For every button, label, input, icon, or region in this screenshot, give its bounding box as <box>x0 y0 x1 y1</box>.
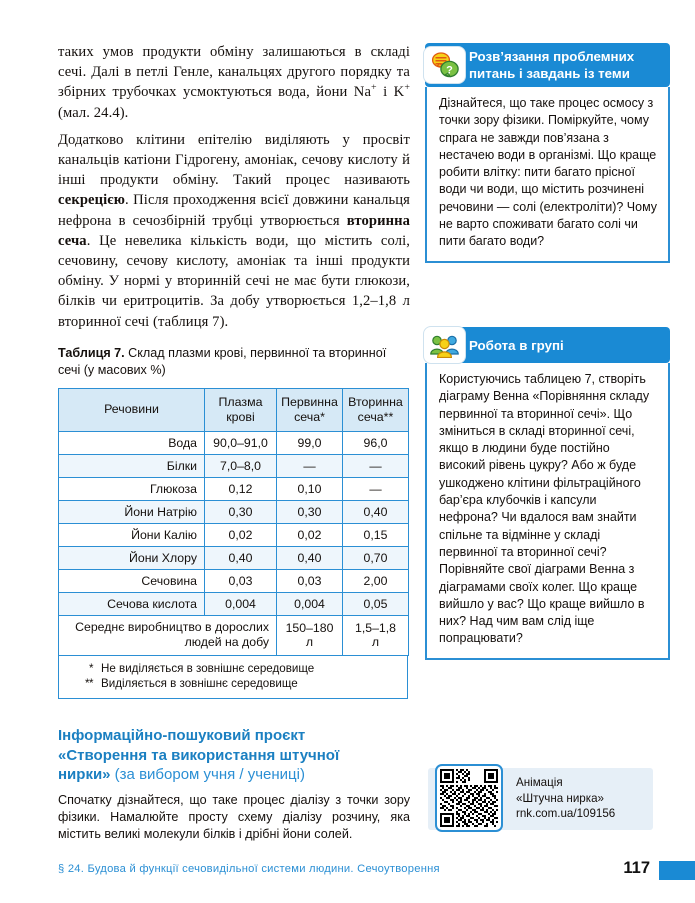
paragraph-1 <box>58 42 410 123</box>
cell-label: Йони Хлору <box>59 546 205 569</box>
footnote-mark: * <box>88 661 93 675</box>
cell-plasma: 0,30 <box>205 500 277 523</box>
project-title-line2: «Створення та використання штучної <box>58 746 340 764</box>
qr-caption-line3: rnk.com.ua/109156 <box>516 807 616 821</box>
group-people-svg <box>429 332 461 358</box>
box-title: Розв’язання проблемних питань і завдань із теми <box>469 49 635 81</box>
project-title-suffix: (за вибором учня / учениці) <box>110 766 305 783</box>
cell-primary: 0,10 <box>277 477 343 500</box>
cell-plasma: 0,12 <box>205 477 277 500</box>
cell-plasma: 0,03 <box>205 569 277 592</box>
table-row <box>59 454 409 477</box>
cell-average-secondary: 1,5–1,8 л <box>343 615 409 655</box>
box-title: Робота в групі <box>469 337 564 353</box>
svg-text:?: ? <box>445 64 453 77</box>
project-section <box>58 726 410 844</box>
footnote-text: Не виділяється в зовнішнє середовище <box>101 661 315 675</box>
th-primary-urine: Первинна сеча* <box>277 388 343 431</box>
table-head <box>59 388 409 431</box>
box-header <box>425 327 670 363</box>
table-caption-text: Склад плазми крові, первинної та вторинної сечі (у масових %) <box>58 345 387 377</box>
cell-primary: 0,30 <box>277 500 343 523</box>
th-plasma: Плазма крові <box>205 388 277 431</box>
paragraph-2-text: Додатково клітини епітелію виділяють у просвіт канальців катіони Гідрогену, амоніак, сечову кислоту й інші продукти обміну. Такий процес називають <box>58 131 410 189</box>
question-bubbles-icon <box>424 47 465 83</box>
table-caption-label: Таблиця 7. <box>58 345 125 360</box>
table-row <box>59 500 409 523</box>
main-text-column <box>58 42 410 699</box>
cell-label: Сечовина <box>59 569 205 592</box>
table-row <box>59 592 409 615</box>
cell-secondary: 2,00 <box>343 569 409 592</box>
paragraph-1-mid: і K <box>376 84 405 101</box>
paragraph-2-tail: . Після проходження всієї довжини канальця нефрона в сечозбірній трубці утворюється <box>58 192 410 229</box>
question-bubbles-svg <box>430 51 460 79</box>
table-row-average <box>59 615 409 655</box>
page-footer <box>0 860 695 890</box>
cell-primary: 0,03 <box>277 569 343 592</box>
table-row <box>59 546 409 569</box>
cell-secondary: 96,0 <box>343 431 409 454</box>
qr-caption-line2: «Штучна нирка» <box>516 791 604 805</box>
sup-plus-k: + <box>404 82 410 94</box>
cell-label: Йони Натрію <box>59 500 205 523</box>
cell-plasma: 0,40 <box>205 546 277 569</box>
paragraph-1-text: таких умов продукти обміну залишаються в складі сечі. Далі в петлі Генле, канальцях другого порядку та збірних трубочках усмоктуються вода, йони Na <box>58 44 410 101</box>
cell-plasma: 90,0–91,0 <box>205 431 277 454</box>
table-row <box>59 431 409 454</box>
paragraph-2-tail2: . Це невелика кількість води, що містить солі, сечовину, сечову кислоту, амоніак та інші продукти обміну. У нормі у вторинній сечі не має бути глюкози, білків чи еритроцитів. За добу утворюється 1,2–1,8 л вторинної сечі (таблиця 7). <box>58 232 410 330</box>
qr-caption <box>516 775 615 822</box>
term-secondary-urine: вторинна сеча <box>58 212 410 249</box>
cell-primary: 0,004 <box>277 592 343 615</box>
box-body: Дізнайтеся, що таке процес осмосу з точки зору фізики. Поміркуйте, чому спрага не завжди пов’язана з нестачею води в організмі. Що краще робити влітку: пити багато прісної води чи води, що містить розчинені речовини — солі (електроліти)? Чому не варто споживати багато солі чи пити багато води? <box>425 87 670 263</box>
cell-secondary: — <box>343 454 409 477</box>
table-row <box>59 569 409 592</box>
th-secondary-urine: Вторинна сеча** <box>343 388 409 431</box>
group-people-icon <box>424 327 465 363</box>
sidebar-box-group-work <box>425 327 670 660</box>
footer-accent-tab <box>659 861 695 880</box>
cell-label: Сечова кислота <box>59 592 205 615</box>
cell-label: Білки <box>59 454 205 477</box>
cell-secondary: 0,40 <box>343 500 409 523</box>
qr-caption-line1: Анімація <box>516 776 563 789</box>
term-secretion: секрецією <box>58 192 125 209</box>
qr-panel <box>428 768 653 830</box>
cell-label: Вода <box>59 431 205 454</box>
project-title-line1: Інформаційно-пошуковий проєкт <box>58 727 306 744</box>
th-substances: Речовини <box>59 388 205 431</box>
qr-code-svg <box>440 769 498 827</box>
page-number: 117 <box>623 859 650 877</box>
box-header <box>425 43 670 87</box>
box-body: Користуючись таблицею 7, створіть діаграму Венна «Порівняння складу первинної та вторинної сечі». Що зміниться в складі вторинної сечі, якщо в людини буде постійно високий рівень цукру? Або ж буде ушкоджено клітини фільтраційного бар’єра клубочків і капсули нефрона? Чи вдалося вам знайти спільне та відмінне у складі первинної та вторинної сечі? Порівняйте свої діаграми Венна з діаграмами своїх колег. Що краще вийшло у вас? Що краще вийшло в них? Над чим вам слід іще попрацювати? <box>425 363 670 660</box>
cell-secondary: 0,70 <box>343 546 409 569</box>
footnote-row <box>67 661 399 677</box>
qr-code-icon[interactable] <box>435 764 503 832</box>
paragraph-2 <box>58 130 410 332</box>
cell-primary: — <box>277 454 343 477</box>
cell-label: Глюкоза <box>59 477 205 500</box>
cell-plasma: 7,0–8,0 <box>205 454 277 477</box>
project-text: Спочатку дізнайтеся, що таке процес діалізу з точки зору фізики. Намалюйте просту схему діалізу розчину, яка містить великі молекули білків і дрібні йони солей. <box>58 792 410 842</box>
cell-average-primary: 150–180 л <box>277 615 343 655</box>
cell-secondary: 0,15 <box>343 523 409 546</box>
cell-primary: 0,40 <box>277 546 343 569</box>
cell-secondary: 0,05 <box>343 592 409 615</box>
sidebar-box-problem-questions <box>425 43 670 263</box>
cell-secondary: — <box>343 477 409 500</box>
table-footnotes <box>58 656 408 699</box>
cell-label: Йони Калію <box>59 523 205 546</box>
paragraph-1-tail: (мал. 24.4). <box>58 104 129 121</box>
footnote-text: Виділяється в зовнішнє середовище <box>101 677 298 691</box>
cell-primary: 0,02 <box>277 523 343 546</box>
cell-plasma: 0,02 <box>205 523 277 546</box>
cell-average-label: Середнє виробництво в дорослих людей на добу <box>59 615 277 655</box>
table-body <box>59 431 409 655</box>
cell-plasma: 0,004 <box>205 592 277 615</box>
footnote-mark: ** <box>84 677 93 691</box>
footnote-row <box>67 676 399 692</box>
sup-plus-na: + <box>371 82 377 94</box>
project-title <box>58 726 410 785</box>
cell-primary: 99,0 <box>277 431 343 454</box>
table-caption <box>58 345 406 379</box>
table-row <box>59 523 409 546</box>
table-row <box>59 477 409 500</box>
footer-section-title: § 24. Будова й функції сечовидільної системи людини. Сечоутворення <box>58 863 440 875</box>
project-title-line3: нирки» <box>58 766 111 783</box>
table-header-row <box>59 388 409 431</box>
composition-table <box>58 388 409 656</box>
